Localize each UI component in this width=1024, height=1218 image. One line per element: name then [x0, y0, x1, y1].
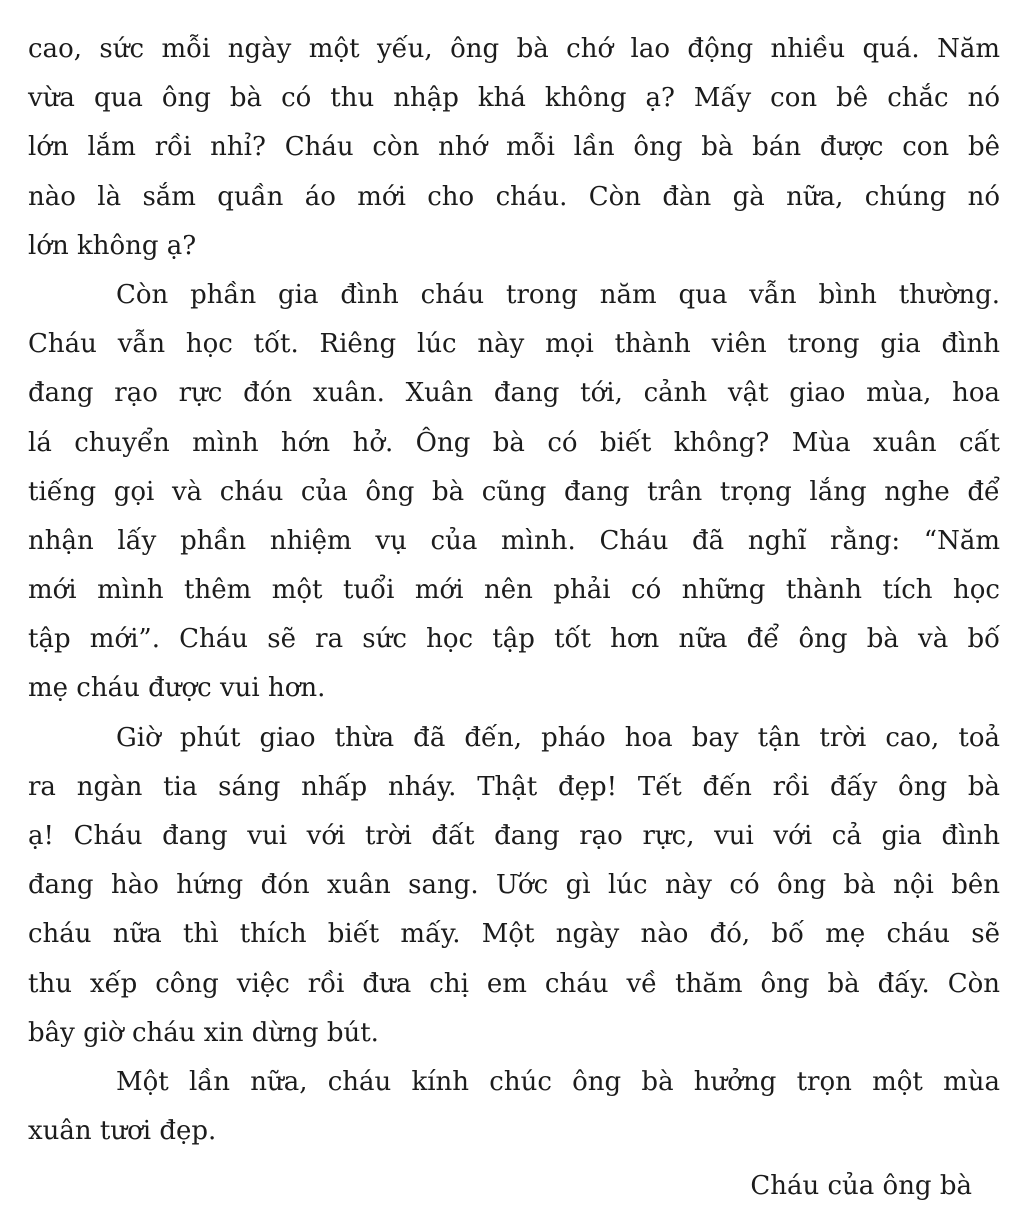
text-line: cao, sức mỗi ngày một yếu, ông bà chớ lao động nhiều quá. Năm: [28, 34, 1000, 64]
paragraph: [28, 1058, 1000, 1156]
text-line: ra ngàn tia sáng nhấp nháy. Thật đẹp! Tết đến rồi đấy ông bà: [28, 771, 1000, 802]
text-line: bây giờ cháu xin dừng bút.: [28, 1017, 379, 1048]
text-line: vừa qua ông bà có thu nhập khá không ạ? Mấy con bê chắc nó: [28, 83, 1000, 114]
text-line: tiếng gọi và cháu của ông bà cũng đang trân trọng lắng nghe để: [28, 476, 1000, 507]
text-line: thu xếp công việc rồi đưa chị em cháu về thăm ông bà đấy. Còn: [28, 968, 1000, 999]
paragraph: [28, 714, 1000, 1058]
paragraph: [28, 25, 1000, 271]
signature: Cháu của ông bà: [750, 1171, 972, 1202]
paragraph: [28, 271, 1000, 714]
text-line: đang hào hứng đón xuân sang. Ước gì lúc này có ông bà nội bên: [28, 870, 1000, 901]
text-line: Cháu vẫn học tốt. Riêng lúc này mọi thành viên trong gia đình: [28, 329, 1000, 360]
text-line: tập mới”. Cháu sẽ ra sức học tập tốt hơn nữa để ông bà và bố: [28, 624, 1000, 655]
text-line: Một lần nữa, cháu kính chúc ông bà hưởng trọn một mùa: [116, 1066, 1000, 1097]
text-line: Còn phần gia đình cháu trong năm qua vẫn bình thường.: [116, 279, 1000, 310]
text-line: nào là sắm quần áo mới cho cháu. Còn đàn gà nữa, chúng nó: [28, 181, 1000, 212]
text-line: mẹ cháu được vui hơn.: [28, 673, 326, 704]
text-line: nhận lấy phần nhiệm vụ của mình. Cháu đã nghĩ rằng: “Năm: [28, 525, 1000, 556]
text-line: lớn không ạ?: [28, 230, 197, 261]
text-line: mới mình thêm một tuổi mới nên phải có những thành tích học: [28, 575, 1000, 606]
text-line: Giờ phút giao thừa đã đến, pháo hoa bay tận trời cao, toả: [116, 722, 1000, 753]
text-line: lớn lắm rồi nhỉ? Cháu còn nhớ mỗi lần ông bà bán được con bê: [28, 132, 1000, 163]
text-line: lá chuyển mình hớn hở. Ông bà có biết không? Mùa xuân cất: [28, 427, 1000, 458]
text-line: ạ! Cháu đang vui với trời đất đang rạo rực, vui với cả gia đình: [28, 821, 1000, 851]
text-line: đang rạo rực đón xuân. Xuân đang tới, cảnh vật giao mùa, hoa: [28, 378, 1000, 409]
text-line: cháu nữa thì thích biết mấy. Một ngày nào đó, bố mẹ cháu sẽ: [28, 919, 1000, 950]
text-line: xuân tươi đẹp.: [28, 1116, 217, 1147]
letter-page: [28, 25, 1000, 1212]
